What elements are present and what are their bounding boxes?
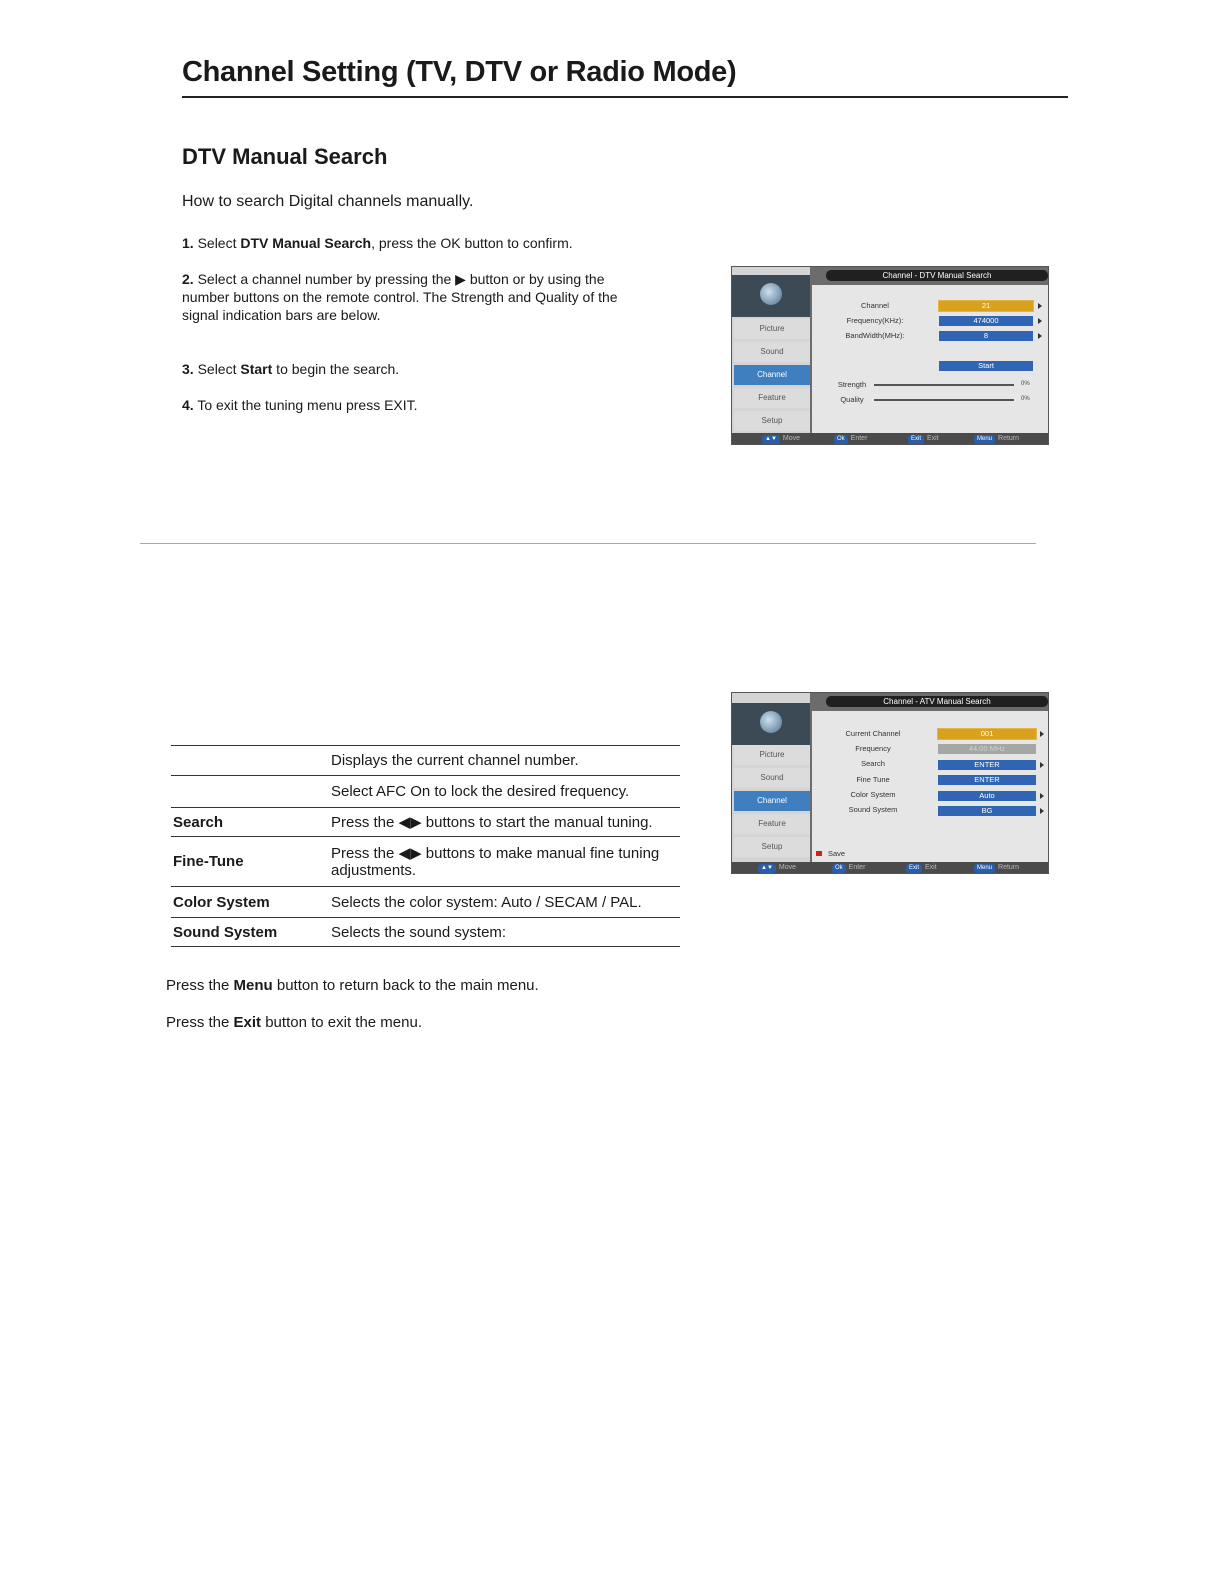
setting-name: Sound System <box>171 918 329 947</box>
row-value: ENTER <box>938 775 1036 785</box>
setting-description: Selects the sound system: <box>329 918 680 947</box>
step-emphasis: DTV Manual Search <box>240 235 372 251</box>
arrow-right-icon <box>1038 303 1042 309</box>
title-divider <box>182 96 1068 98</box>
footer-enter: Ok Enter <box>834 434 867 443</box>
setting-name: Color System <box>171 887 329 918</box>
atv-manual-search-screenshot <box>731 692 1049 874</box>
footer-exit: Exit Exit <box>906 863 937 872</box>
setting-name <box>171 776 329 808</box>
move-key: ▲▼ <box>758 864 776 873</box>
osd-header: Channel - ATV Manual Search <box>826 696 1048 707</box>
sidebar-item-channel: Channel <box>734 365 810 385</box>
row-label: Current Channel <box>845 729 901 738</box>
settings-table <box>171 745 680 947</box>
row-value: 44.00 MHz <box>938 744 1036 754</box>
step-1 <box>182 234 672 252</box>
setting-name: Fine-Tune <box>171 837 329 887</box>
step-number: 4. <box>182 397 194 413</box>
footer-return: Menu Return <box>974 863 1019 872</box>
strength-value: 0% <box>1021 381 1030 387</box>
red-key-icon <box>816 851 822 856</box>
exit-key: Exit <box>906 864 922 873</box>
sidebar-item-picture: Picture <box>734 319 810 339</box>
sidebar-item-feature: Feature <box>734 814 810 834</box>
table-row <box>171 837 680 887</box>
osd-footer <box>732 433 1048 444</box>
row-label: Frequency(KHz): <box>846 316 904 325</box>
osd-footer <box>732 862 1048 873</box>
menu-key: Menu <box>974 864 995 873</box>
ok-key: Ok <box>832 864 846 873</box>
exit-key: Exit <box>908 435 924 444</box>
menu-note: Press the Menu button to return back to the main menu. <box>166 977 539 994</box>
step-number: 1. <box>182 235 194 251</box>
row-value: 001 <box>938 729 1036 739</box>
footer-enter: Ok Enter <box>832 863 865 872</box>
dtv-manual-search-screenshot <box>731 266 1049 445</box>
row-value: BG <box>938 806 1036 816</box>
row-label: Sound System <box>848 805 898 814</box>
table-row <box>171 918 680 947</box>
quality-label: Quality <box>840 395 864 404</box>
row-label: Search <box>861 759 885 768</box>
ok-key: Ok <box>834 435 848 444</box>
step-text: To exit the tuning menu press EXIT. <box>193 397 418 413</box>
save-label: Save <box>828 849 846 858</box>
menu-key-label: Menu <box>233 977 273 994</box>
row-label: Fine Tune <box>856 775 890 784</box>
arrow-right-icon <box>1040 793 1044 799</box>
start-button: Start <box>939 361 1033 371</box>
step-text: Select <box>193 235 241 251</box>
row-value: 21 <box>939 301 1033 311</box>
row-value: Auto <box>938 791 1036 801</box>
section-intro: How to search Digital channels manually. <box>182 193 474 210</box>
menu-key: Menu <box>974 435 995 444</box>
step-number: 2. <box>182 271 194 287</box>
row-label: Channel <box>861 301 889 310</box>
setting-description: Displays the current channel number. <box>329 746 680 776</box>
step-text: to begin the search. <box>272 361 400 377</box>
step-emphasis: Start <box>240 361 273 377</box>
row-label: Color System <box>850 790 896 799</box>
osd-sidebar <box>732 693 810 873</box>
section-heading: DTV Manual Search <box>182 144 388 169</box>
table-row <box>171 746 680 776</box>
satellite-dish-icon <box>732 275 810 317</box>
strength-bar <box>874 384 1014 386</box>
footer-move: ▲▼ Move <box>758 863 796 872</box>
quality-bar <box>874 399 1014 401</box>
arrow-right-icon <box>1040 762 1044 768</box>
setting-description: Press the ◀▶ buttons to start the manual tuning. <box>329 808 680 837</box>
footer-exit: Exit Exit <box>908 434 939 443</box>
row-value: 8 <box>939 331 1033 341</box>
row-value: ENTER <box>938 760 1036 770</box>
step-text: , press the OK button to confirm. <box>371 235 573 251</box>
row-label: Frequency <box>855 744 891 753</box>
sidebar-item-sound: Sound <box>734 342 810 362</box>
sidebar-item-picture: Picture <box>734 745 810 765</box>
setting-description: Select AFC On to lock the desired frequency. <box>329 776 680 808</box>
setting-description: Selects the color system: Auto / SECAM / PAL. <box>329 887 680 918</box>
step-text: Select <box>193 361 241 377</box>
exit-key-label: Exit <box>233 1014 262 1031</box>
setting-description: Press the ◀▶ buttons to make manual fine tuning adjustments. <box>329 837 680 887</box>
step-2 <box>182 270 652 324</box>
table-row <box>171 887 680 918</box>
sidebar-item-setup: Setup <box>734 837 810 857</box>
sidebar-item-sound: Sound <box>734 768 810 788</box>
arrow-right-icon <box>1040 731 1044 737</box>
arrow-right-icon <box>1038 333 1042 339</box>
strength-label: Strength <box>837 380 867 389</box>
section-divider <box>140 543 1036 544</box>
osd-sidebar <box>732 267 810 444</box>
exit-note: Press the Exit button to exit the menu. <box>166 1014 422 1031</box>
page-title: Channel Setting (TV, DTV or Radio Mode) <box>182 56 737 88</box>
quality-value: 0% <box>1021 396 1030 402</box>
table-row <box>171 776 680 808</box>
arrow-right-icon <box>1040 808 1044 814</box>
footer-move: ▲▼ Move <box>762 434 800 443</box>
sidebar-item-channel: Channel <box>734 791 810 811</box>
sidebar-item-feature: Feature <box>734 388 810 408</box>
sidebar-item-setup: Setup <box>734 411 810 431</box>
footer-return: Menu Return <box>974 434 1019 443</box>
satellite-dish-icon <box>732 703 810 745</box>
row-label: BandWidth(MHz): <box>845 331 905 340</box>
step-4 <box>182 396 672 414</box>
osd-header: Channel - DTV Manual Search <box>826 270 1048 281</box>
setting-name <box>171 746 329 776</box>
step-text: Select a channel number by pressing the ▶ button or by using the number buttons on the remote control. The Strength and Quality of the signal indication bars are below. <box>182 271 618 323</box>
arrow-right-icon <box>1038 318 1042 324</box>
row-value: 474000 <box>939 316 1033 326</box>
table-row <box>171 808 680 837</box>
step-number: 3. <box>182 361 194 377</box>
move-key: ▲▼ <box>762 435 780 444</box>
setting-name: Search <box>171 808 329 837</box>
step-3 <box>182 360 672 378</box>
